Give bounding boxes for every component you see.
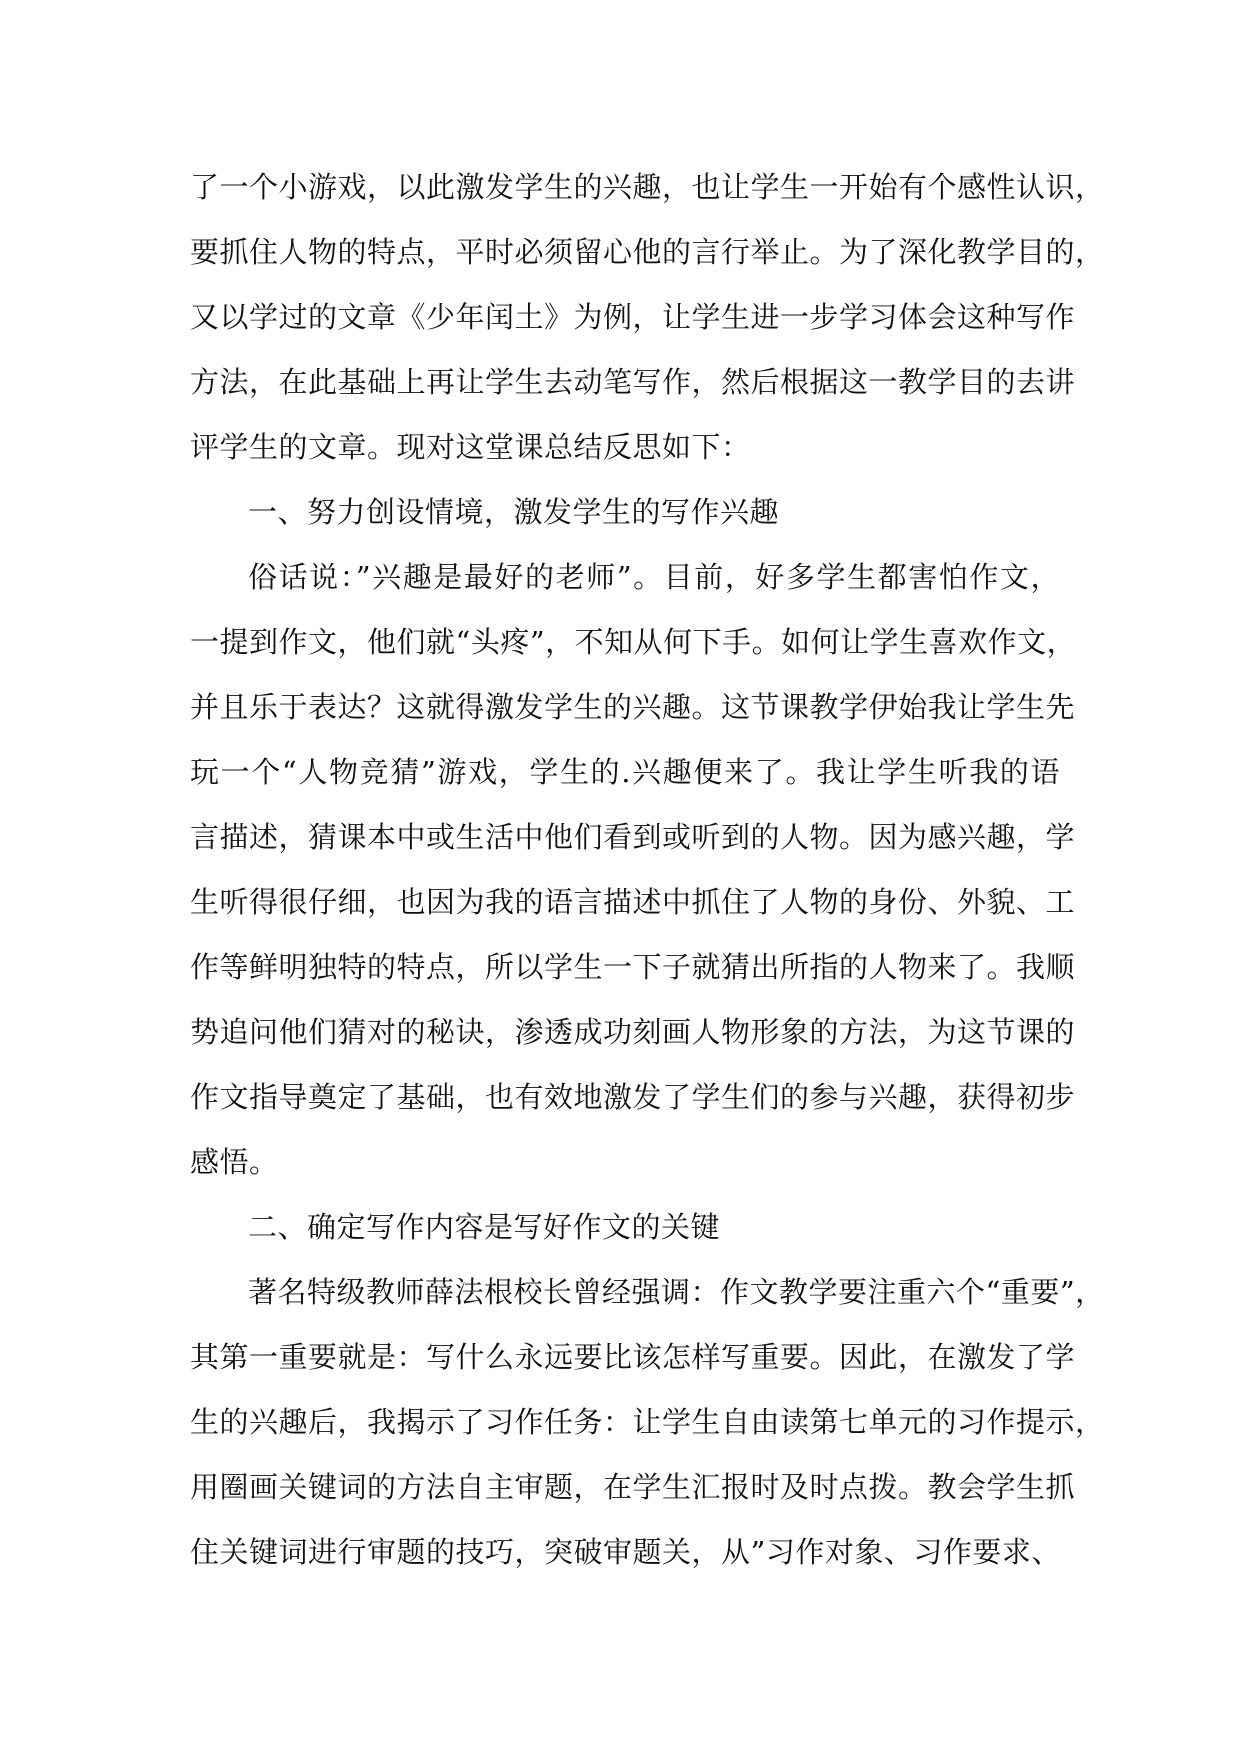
text-line: 感悟。 <box>190 1145 279 1179</box>
text-line: 玩一个“人物竞猜”游戏，学生的.兴趣便来了。我让学生听我的语 <box>190 755 1060 789</box>
text-line: 要抓住人物的特点，平时必须留心他的言行举止。为了深化教学目的， <box>190 235 1105 269</box>
section-heading-1: 一、努力创设情境，激发学生的写作兴趣 <box>248 495 780 529</box>
text-line: 一提到作文，他们就“头疼”，不知从何下手。如何让学生喜欢作文， <box>190 625 1077 659</box>
section-heading-2: 二、确定写作内容是写好作文的关键 <box>248 1210 721 1244</box>
text-line: 生听得很仔细，也因为我的语言描述中抓住了人物的身份、外貌、工 <box>190 885 1076 919</box>
text-line: 用圈画关键词的方法自主审题，在学生汇报时及时点拨。教会学生抓 <box>190 1470 1076 1504</box>
text-line: 其第一重要就是：写什么永远要比该怎样写重要。因此，在激发了学 <box>190 1340 1076 1374</box>
text-line: 俗话说：”兴趣是最好的老师”。目前，好多学生都害怕作文， <box>248 560 1060 594</box>
text-line: 作等鲜明独特的特点，所以学生一下子就猜出所指的人物来了。我顺 <box>190 950 1076 984</box>
text-line: 又以学过的文章《少年闰土》为例，让学生进一步学习体会这种写作 <box>190 300 1076 334</box>
text-line: 方法，在此基础上再让学生去动笔写作，然后根据这一教学目的去讲 <box>190 365 1076 399</box>
text-line: 住关键词进行审题的技巧，突破审题关，从”习作对象、习作要求、 <box>190 1535 1061 1569</box>
text-line: 著名特级教师薛法根校长曾经强调：作文教学要注重六个“重要”， <box>248 1275 1105 1309</box>
text-line: 势追问他们猜对的秘诀，渗透成功刻画人物形象的方法，为这节课的 <box>190 1015 1076 1049</box>
text-line: 言描述，猜课本中或生活中他们看到或听到的人物。因为感兴趣，学 <box>190 820 1076 854</box>
text-line: 并且乐于表达？这就得激发学生的兴趣。这节课教学伊始我让学生先 <box>190 690 1076 724</box>
text-line: 作文指导奠定了基础，也有效地激发了学生们的参与兴趣，获得初步 <box>190 1080 1076 1114</box>
body-text <box>190 155 1105 1585</box>
text-line: 生的兴趣后，我揭示了习作任务：让学生自由读第七单元的习作提示， <box>190 1405 1105 1439</box>
text-line: 评学生的文章。现对这堂课总结反思如下： <box>190 430 751 464</box>
text-line: 了一个小游戏，以此激发学生的兴趣，也让学生一开始有个感性认识， <box>190 170 1105 204</box>
